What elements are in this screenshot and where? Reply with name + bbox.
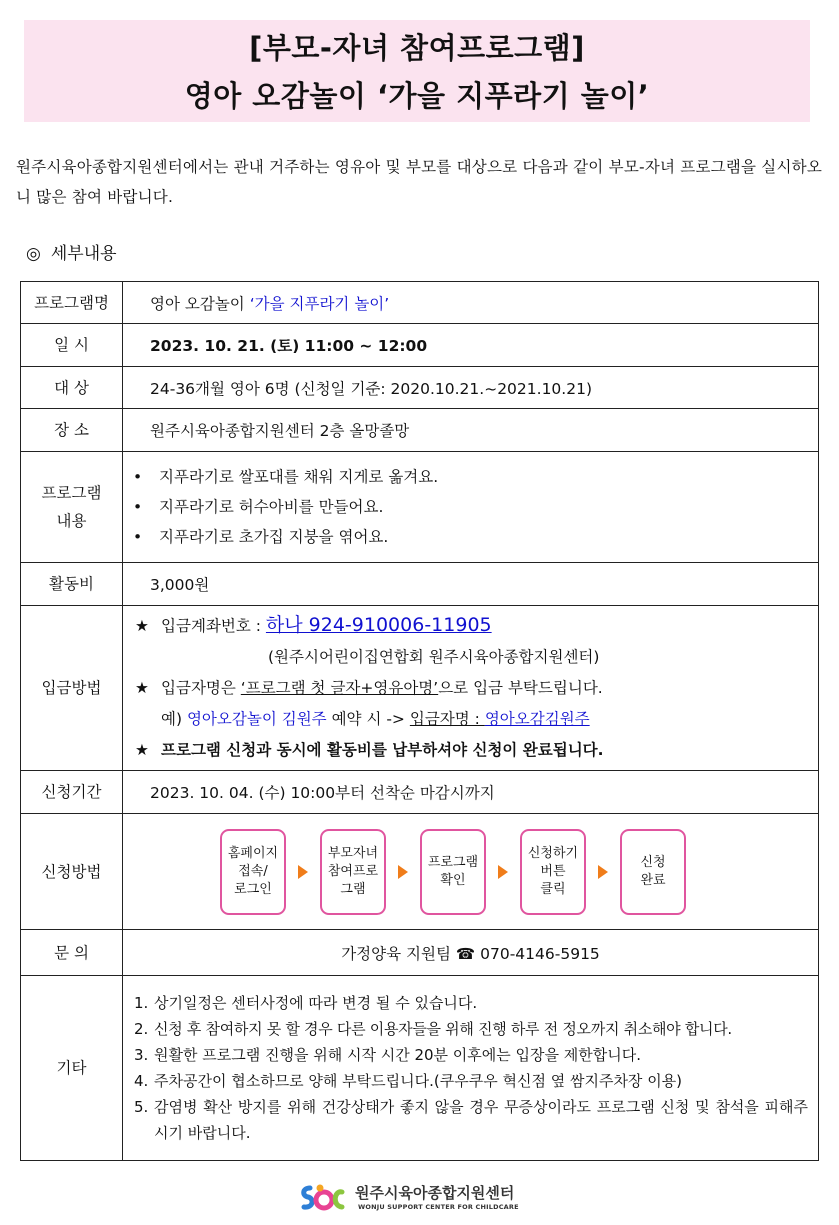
program-highlight: ‘가을 지푸라기 놀이’ (249, 294, 390, 313)
value-payment (123, 606, 819, 771)
step-text: 버튼 (540, 863, 566, 879)
item-text: 상기일정은 센터사정에 따라 변경 될 수 있습니다. (154, 994, 478, 1012)
list-item (133, 522, 818, 552)
label-period: 신청기간 (21, 771, 123, 814)
example-name: 영아오감김원주 (484, 710, 590, 728)
step-text: 홈페이지 (227, 845, 279, 861)
step-text: 클릭 (540, 881, 566, 897)
label-apply: 신청방법 (21, 814, 123, 930)
item-text: 감염병 확산 방지를 위해 건강상태가 좋지 않을 경우 무증상이라도 프로그램 신청 및 참석을 피해주시기 바랍니다. (154, 1098, 808, 1142)
apply-flow (123, 829, 818, 915)
logo-korean-name: 원주시육아종합지원센터 (355, 1184, 515, 1202)
label-date: 일 시 (21, 324, 123, 367)
item-number: 1. (134, 994, 149, 1012)
example-label: 입금자명 : (409, 710, 485, 728)
step-box (520, 829, 586, 915)
list-item (134, 1094, 808, 1146)
arrow-right-icon (498, 865, 508, 879)
logo-icon (298, 1182, 350, 1214)
step-box (620, 829, 686, 915)
label-program: 프로그램명 (21, 282, 123, 324)
depositor-prefix: 입금자명은 (161, 679, 241, 697)
label-content (21, 452, 123, 563)
contact-phone: 070-4146-5915 (480, 944, 600, 963)
depositor-line (135, 673, 818, 704)
value-program (123, 282, 819, 324)
double-circle-icon: ◎ (26, 244, 41, 264)
step-text: 로그인 (234, 881, 272, 897)
row-period (21, 771, 819, 814)
account-number: 하나 924-910006-11905 (265, 614, 492, 636)
label-fee: 활동비 (21, 563, 123, 606)
step-text: 확인 (440, 872, 466, 888)
notice-text: 프로그램 신청과 동시에 활동비를 납부하셔야 신청이 완료됩니다. (161, 741, 604, 759)
value-content (123, 452, 819, 563)
star-icon: ★ (135, 679, 149, 697)
label-place: 장 소 (21, 409, 123, 452)
title-line-1: [부모-자녀 참여프로그램] (249, 31, 585, 65)
example-line (135, 704, 818, 735)
step-text: 접속/ (238, 863, 268, 879)
label-etc: 기타 (21, 976, 123, 1161)
item-text: 주차공간이 협소하므로 양해 부탁드립니다.(쿠우쿠우 혁신점 옆 쌈지주차장 이용) (154, 1072, 683, 1090)
bullet-icon: • (133, 468, 143, 486)
depositor-suffix: 으로 입금 부탁드립니다. (438, 679, 603, 697)
arrow-right-icon (598, 865, 608, 879)
row-payment (21, 606, 819, 771)
list-item (134, 1042, 808, 1068)
star-icon: ★ (135, 617, 149, 635)
value-target: 24-36개월 영아 6명 (신청일 기준: 2020.10.21.~2021.10.21) (123, 367, 819, 409)
account-line (135, 610, 818, 642)
item-text: 신청 후 참여하지 못 할 경우 다른 이용자들을 위해 진행 하루 전 정오까지 취소해야 합니다. (154, 1020, 732, 1038)
row-fee (21, 563, 819, 606)
step-box (320, 829, 386, 915)
details-table (20, 281, 819, 1161)
star-icon: ★ (135, 741, 149, 759)
payment-notice (135, 735, 818, 766)
step-box (220, 829, 286, 915)
label-content-line-2: 내용 (56, 512, 87, 530)
account-holder: (원주시어린이집연합회 원주시육아종합지원센터) (268, 648, 600, 666)
row-contact (21, 930, 819, 976)
example-booking: 영아오감놀이 김원주 (186, 710, 327, 728)
list-item (133, 492, 818, 522)
label-target: 대 상 (21, 367, 123, 409)
row-target (21, 367, 819, 409)
example-mid: 예약 시 -> (326, 710, 410, 728)
row-etc (21, 976, 819, 1161)
section-title: 세부내용 (50, 244, 117, 264)
label-contact: 문 의 (21, 930, 123, 976)
arrow-right-icon (398, 865, 408, 879)
value-period: 2023. 10. 04. (수) 10:00부터 선착순 마감시까지 (123, 771, 819, 814)
value-apply (123, 814, 819, 930)
content-list (123, 462, 818, 552)
item-number: 2. (134, 1020, 149, 1038)
step-text: 완료 (640, 872, 666, 888)
arrow-right-icon (298, 865, 308, 879)
item-text: 원활한 프로그램 진행을 위해 시작 시간 20분 이후에는 입장을 제한합니다. (154, 1046, 641, 1064)
step-text: 프로그램 (427, 854, 479, 870)
list-item (133, 462, 818, 492)
item-number: 5. (134, 1098, 149, 1116)
row-apply (21, 814, 819, 930)
value-etc (123, 976, 819, 1161)
item-number: 4. (134, 1072, 149, 1090)
label-content-line-1: 프로그램 (41, 484, 102, 502)
content-item-text: 지푸라기로 쌀포대를 채워 지게로 옮겨요. (159, 468, 439, 486)
value-place: 원주시육아종합지원센터 2층 올망졸망 (123, 409, 819, 452)
title-banner (24, 20, 810, 122)
account-label: 입금계좌번호 : (161, 617, 266, 635)
list-item (134, 1016, 808, 1042)
value-contact (123, 930, 819, 976)
step-text: 신청하기 (527, 845, 579, 861)
row-place (21, 409, 819, 452)
etc-list (123, 990, 818, 1146)
step-box (420, 829, 486, 915)
content-item-text: 지푸라기로 허수아비를 만들어요. (159, 498, 384, 516)
center-logo (298, 1178, 538, 1218)
content-item-text: 지푸라기로 초가집 지붕을 엮어요. (159, 528, 389, 546)
contact-team: 가정양육 지원팀 (341, 944, 451, 963)
bullet-icon: • (133, 498, 143, 516)
value-fee: 3,000원 (123, 563, 819, 606)
title-line-2: 영아 오감놀이 ‘가을 지푸라기 놀이’ (184, 79, 650, 113)
label-payment: 입금방법 (21, 606, 123, 771)
step-text: 그램 (340, 881, 366, 897)
row-date (21, 324, 819, 367)
list-item (134, 1068, 808, 1094)
value-date: 2023. 10. 21. (토) 11:00 ~ 12:00 (123, 324, 819, 367)
step-text: 부모자녀 (327, 845, 379, 861)
step-text: 신청 (640, 854, 666, 870)
example-prefix: 예) (161, 710, 187, 728)
step-text: 참여프로 (327, 863, 379, 879)
program-name: 영아 오감놀이 (150, 294, 250, 313)
logo-english-name: WONJU SUPPORT CENTER FOR CHILDCARE (358, 1203, 519, 1211)
intro-paragraph: 원주시육아종합지원센터에서는 관내 거주하는 영유아 및 부모를 대상으로 다음과 같이 부모-자녀 프로그램을 실시하오니 많은 참여 바랍니다. (16, 158, 822, 206)
list-item (134, 990, 808, 1016)
section-heading (26, 240, 117, 268)
item-number: 3. (134, 1046, 149, 1064)
row-content (21, 452, 819, 563)
phone-icon: ☎ (455, 944, 476, 963)
row-program (21, 282, 819, 324)
bullet-icon: • (133, 528, 143, 546)
depositor-rule: ‘프로그램 첫 글자+영유아명’ (240, 679, 439, 697)
